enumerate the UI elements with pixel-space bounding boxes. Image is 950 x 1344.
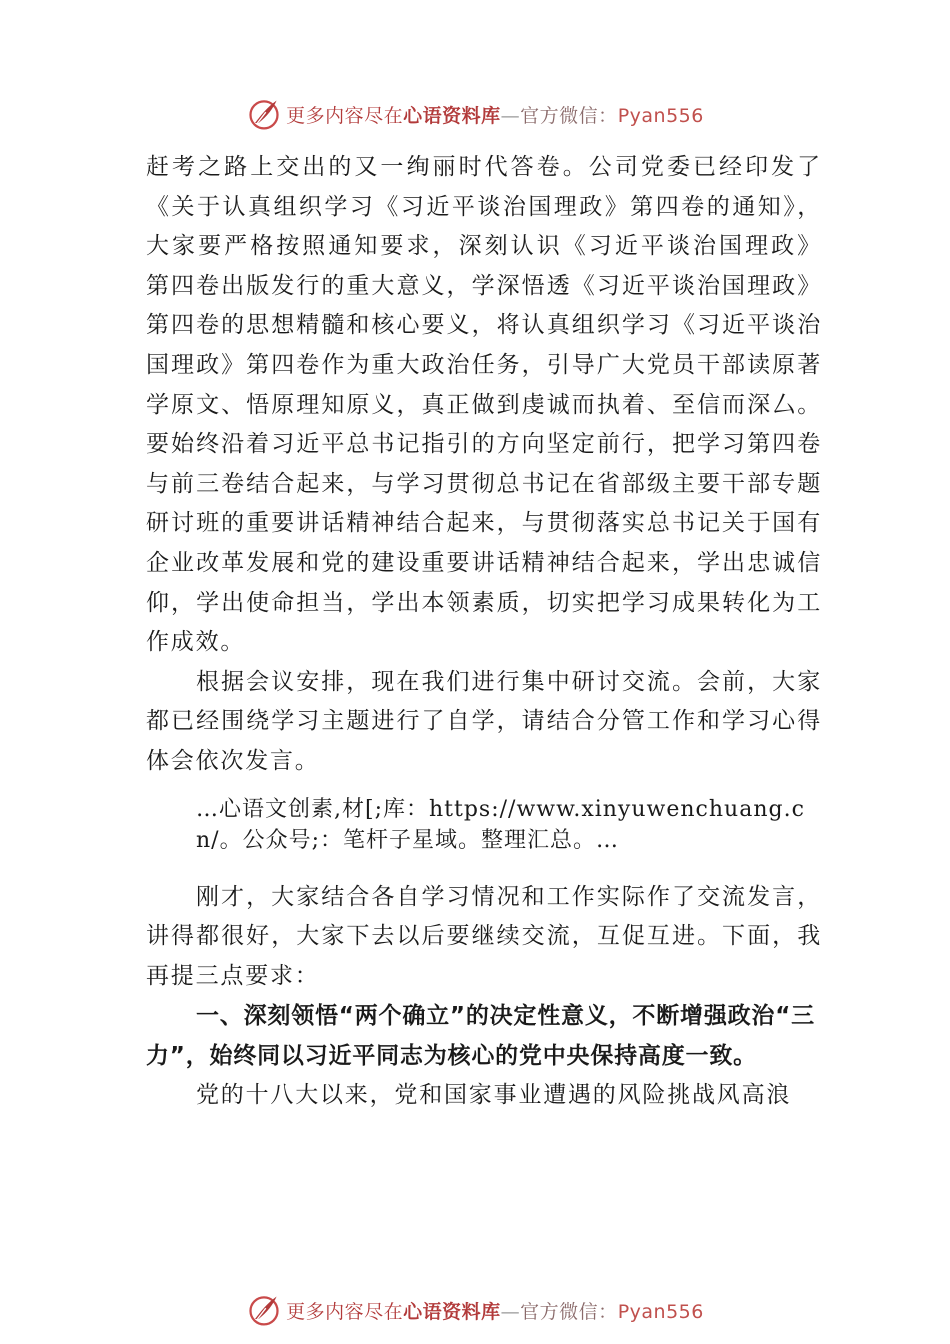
- section-heading-1: 一、深刻领悟“两个确立”的决定性意义，不断增强政治“三力”，始终同以习近平同志为核心的党中央保持高度一致。: [146, 1003, 815, 1070]
- paragraph-summary: 刚才，大家结合各自学习情况和工作实际作了交流发言，讲得都很好，大家下去以后要继续交流，互促互进。下面，我再提三点要求：: [146, 883, 822, 989]
- paragraph-study-requirements: 赶考之路上交出的又一绚丽时代答卷。公司党委已经印发了《关于认真组织学习《习近平谈治国理政》第四卷的通知》，大家要严格按照通知要求，深刻认识《习近平谈治国理政》 第四卷出版发行的重大意义，学深悟透《习近平谈治国理政》第四卷的思想精髓和核心要义，将认真组织学习《习近平谈治国理政》第四卷作为重大政治任务，引导广大党员干部读原著学原文、悟原理知原义，真正做到虔诚而执着、至信而深厶。要始终沿着习近平总书记指引的方向坚定前行，把学习第四卷与前三卷结合起来，与学习贯彻总书记在省部级主要干部专题研讨班的重要讲话精神结合起来，与贯彻落实总书记关于国有企业改革发展和党的建设重要讲话精神结合起来，学出忠诚信仰，学出使命担当，学出本领素质，切实把学习成果转化为工作成效。: [146, 154, 822, 656]
- feather-pen-seal-icon: [246, 1292, 282, 1328]
- header-banner: [0, 94, 950, 134]
- paragraph-section-1-start: 党的十八大以来，党和国家事业遭遇的风险挑战风高浪: [196, 1082, 792, 1109]
- feather-pen-seal-icon: [246, 96, 282, 132]
- banner-text: 更多内容尽在心语资料库—官方微信：Pyan556: [286, 1300, 704, 1323]
- banner-text: 更多内容尽在心语资料库—官方微信：Pyan556: [286, 104, 704, 127]
- source-note: …心语文创素,材[;库：https://www.xinyuwenchuang.cn/。公众号;：笔杆子星域。整理汇总。…: [196, 796, 805, 853]
- footer-banner: [0, 1290, 950, 1330]
- paragraph-discussion-arrangement: 根据会议安排，现在我们进行集中研讨交流。会前，大家都已经围绕学习主题进行了自学，请结合分管工作和学习心得体会依次发言。: [146, 668, 822, 774]
- document-body: [146, 148, 822, 1116]
